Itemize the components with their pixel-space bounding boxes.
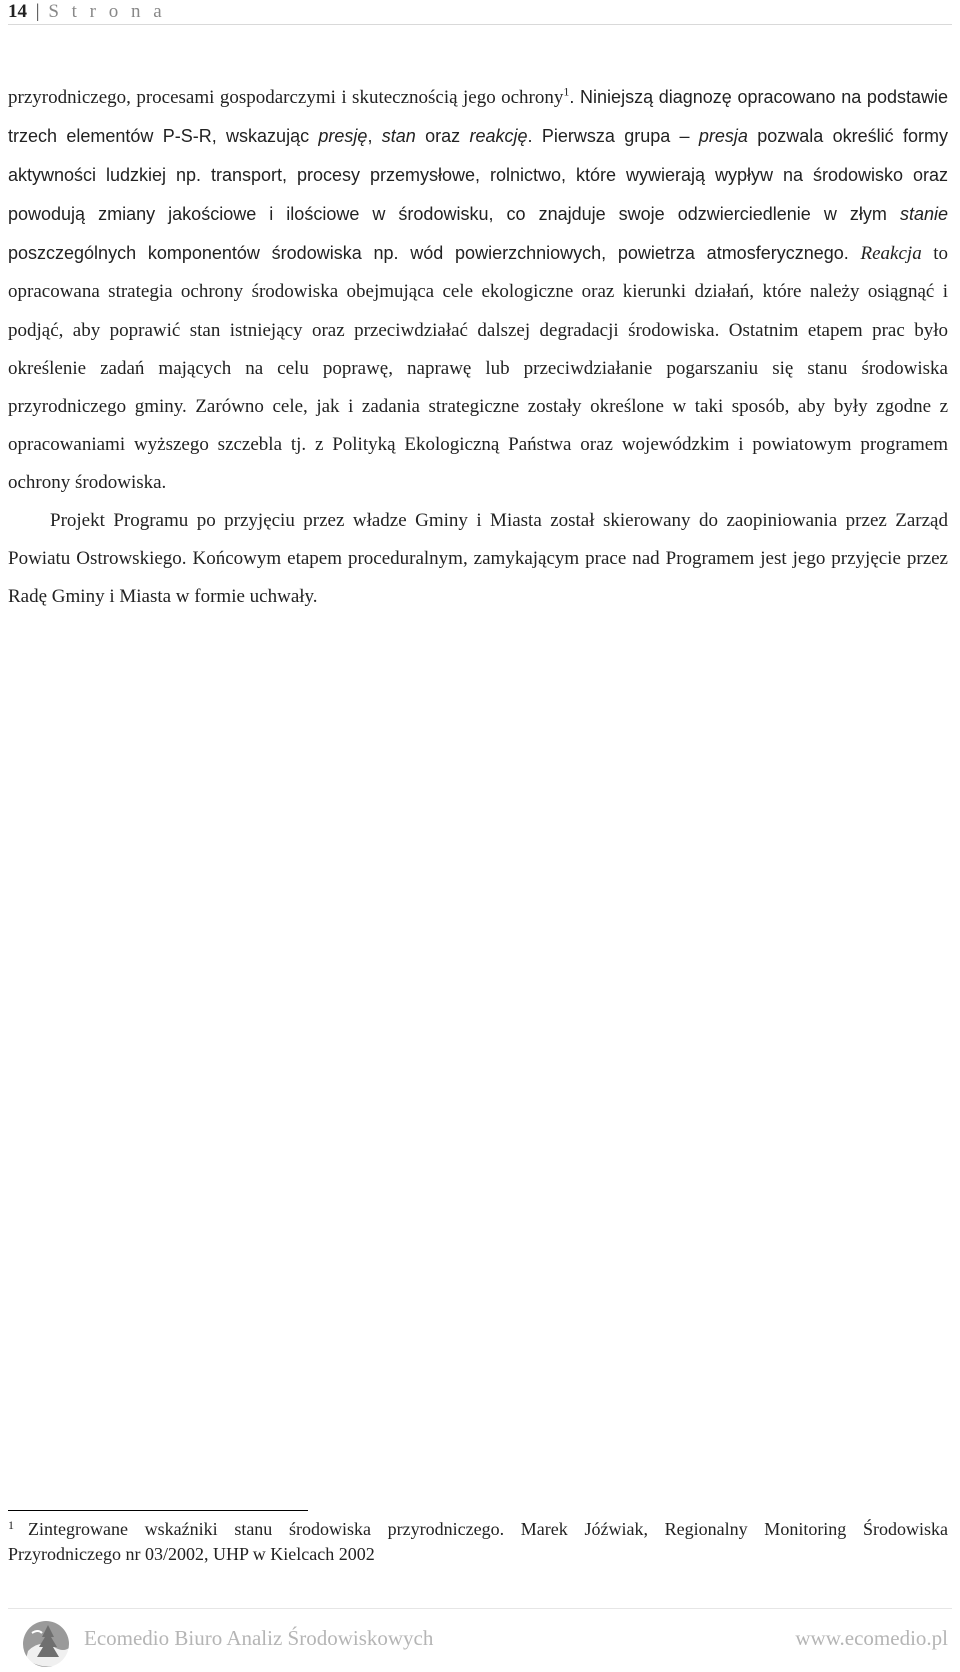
term-presje: presję [318,126,368,147]
page-header [8,0,952,25]
company-name: Ecomedio Biuro Analiz Środowiskowych [84,1626,434,1650]
company-website[interactable]: www.ecomedio.pl [795,1626,948,1650]
p1-text-2: . Niniejszą diagnozę opracowano na podstawie trzech elementów P-S-R, wskazując [8,87,948,147]
p1-text-6: poszczególnych komponentów środowiska np. wód powierzchniowych, powietrza atmosferycznego. [8,243,861,264]
term-reakcje: reakcję [469,126,528,147]
p1-text-5: pozwala określić formy aktywności ludzkiej np. transport, procesy przemysłowe, rolnictwo, które wywierają wypływ na środowisko oraz powodują zmiany jakościowe i ilościowe w środowisku, co znajduje swoje odzwierciedlenie w złym [8,126,948,225]
paragraph-pressure-state-response [8,78,948,502]
footnote-text: Zintegrowane wskaźniki stanu środowiska przyrodniczego. Marek Jóźwiak, Regionalny Monitoring Środowiska Przyrodniczego nr 03/2002, UHP w Kielcach 2002 [8,1519,948,1564]
p1-sans-block [8,84,948,264]
term-reakcja: Reakcja [860,243,922,265]
footnote-reference[interactable]: 1 [563,84,570,99]
tree-logo-icon [18,1617,74,1669]
term-presja: presja [698,126,748,147]
page-number: 14 [8,1,27,22]
header-separator: | [35,1,40,22]
p1-text-4: . Pierwsza grupa – [527,126,699,147]
p1-comma: , [367,126,382,147]
p1-text-3: oraz [415,126,470,147]
p1-text-1: przyrodniczego, procesami gospodarczymi i skutecznością jego ochrony [8,87,564,108]
page-footer [8,1608,952,1669]
term-stanie: stanie [899,204,948,225]
paragraph-adoption: Projekt Programu po przyjęciu przez władze Gminy i Miasta został skierowany do zaopiniowania przez Zarząd Powiatu Ostrowskiego. Końcowym etapem proceduralnym, zamykającym prace nad Programem jest jego przyjęcie przez Radę Gminy i Miasta w formie uchwały. [8,510,948,608]
footnote-number: 1 [8,1518,14,1532]
footnote [8,1517,948,1567]
page-word: S t r o n a [48,1,166,22]
footnote-divider [8,1510,308,1511]
p1-text-7: to opracowana strategia ochrony środowiska obejmująca cele ekologiczne oraz kierunki działań, które należy osiągnąć i podjąć, aby poprawić stan istniejący oraz przeciwdziałać dalszej degradacji środowiska. Ostatnim etapem prac było określenie zadań mających na celu poprawę, naprawę lub przeciwdziałanie pogarszaniu się stanu środowiska przyrodniczego gminy. Zarówno cele, jak i zadania strategiczne zostały określone w taki sposób, aby były zgodne z opracowaniami wyższego szczebla tj. z Polityką Ekologiczną Państwa oraz wojewódzkim i powiatowym programem ochrony środowiska. [8,243,948,493]
document-body [8,78,948,616]
term-stan: stan [381,126,416,147]
